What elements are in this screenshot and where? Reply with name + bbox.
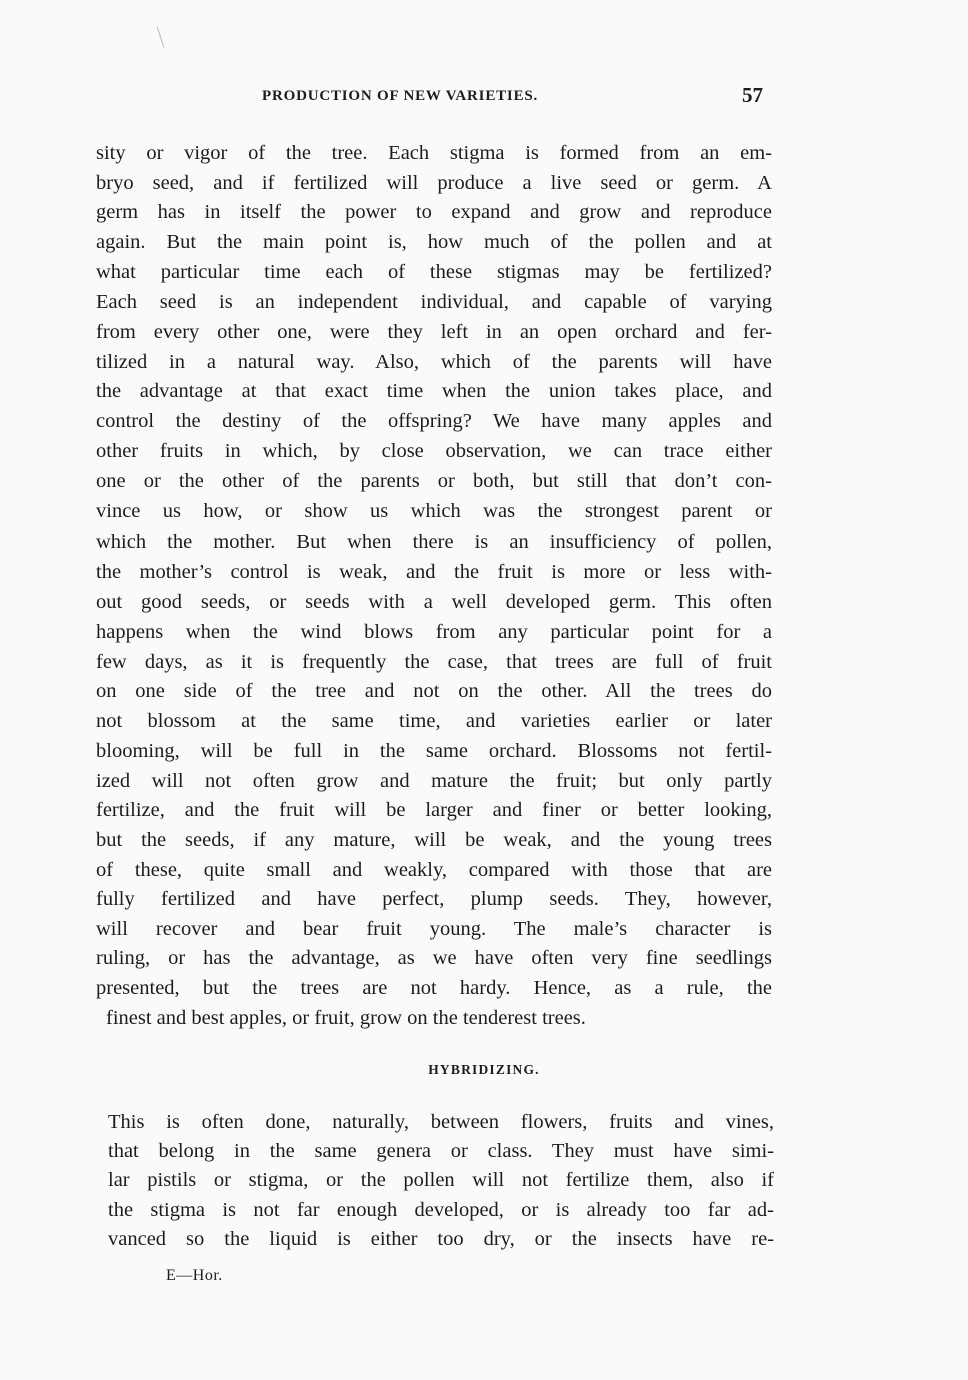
- text-line: blooming, will be full in the same orchard. Blossoms not fertil-: [96, 740, 772, 762]
- text-line: the advantage at that exact time when the union takes place, and: [96, 380, 772, 402]
- text-line: will recover and bear fruit young. The male’s character is: [96, 918, 772, 940]
- text-line: that belong in the same genera or class. They must have simi-: [108, 1140, 774, 1162]
- text-line: ruling, or has the advantage, as we have often very fine seedlings: [96, 947, 772, 969]
- text-line: Each seed is an independent individual, and capable of varying: [96, 291, 772, 313]
- text-line: germ has in itself the power to expand and grow and reproduce: [96, 201, 772, 223]
- text-line: lar pistils or stigma, or the pollen will not fertilize them, also if: [108, 1169, 774, 1191]
- text-line: again. But the main point is, how much of the pollen and at: [96, 231, 772, 253]
- text-line: from every other one, were they left in an open orchard and fer-: [96, 321, 772, 343]
- text-line: but the seeds, if any mature, will be weak, and the young trees: [96, 829, 772, 851]
- text-line: one or the other of the parents or both, but still that don’t con-: [96, 470, 772, 492]
- text-line: This is often done, naturally, between flowers, fruits and vines,: [108, 1111, 774, 1133]
- text-line: ized will not often grow and mature the fruit; but only partly: [96, 770, 772, 792]
- text-line: fertilize, and the fruit will be larger and finer or better looking,: [96, 799, 772, 821]
- scan-mark: [157, 26, 165, 47]
- section-heading: HYBRIDIZING.: [428, 1062, 540, 1077]
- text-line: of these, quite small and weakly, compared with those that are: [96, 859, 772, 881]
- text-line: finest and best apples, or fruit, grow on the tenderest trees.: [106, 1007, 586, 1029]
- text-line: what particular time each of these stigmas may be fertilized?: [96, 261, 772, 283]
- text-line: bryo seed, and if fertilized will produce a live seed or germ. A: [96, 172, 772, 194]
- signature-mark: E—Hor.: [166, 1267, 223, 1284]
- page-number: 57: [742, 83, 763, 107]
- text-line: sity or vigor of the tree. Each stigma is formed from an em-: [96, 142, 772, 164]
- text-line: few days, as it is frequently the case, that trees are full of fruit: [96, 651, 772, 673]
- text-line: presented, but the trees are not hardy. Hence, as a rule, the: [96, 977, 772, 999]
- text-line: out good seeds, or seeds with a well developed germ. This often: [96, 591, 772, 613]
- text-line: fully fertilized and have perfect, plump seeds. They, however,: [96, 888, 772, 910]
- text-line: tilized in a natural way. Also, which of the parents will have: [96, 351, 772, 373]
- text-line: control the destiny of the offspring? We have many apples and: [96, 410, 772, 432]
- text-line: other fruits in which, by close observation, we can trace either: [96, 440, 772, 462]
- text-line: on one side of the tree and not on the other. All the trees do: [96, 680, 772, 702]
- text-line: happens when the wind blows from any particular point for a: [96, 621, 772, 643]
- text-line: vince us how, or show us which was the strongest parent or: [96, 500, 772, 522]
- text-line: vanced so the liquid is either too dry, or the insects have re-: [108, 1228, 774, 1250]
- text-line: not blossom at the same time, and varieties earlier or later: [96, 710, 772, 732]
- text-line: the mother’s control is weak, and the fruit is more or less with-: [96, 561, 772, 583]
- text-line: the stigma is not far enough developed, or is already too far ad-: [108, 1199, 774, 1221]
- running-head: PRODUCTION OF NEW VARIETIES.: [262, 88, 539, 104]
- text-line: which the mother. But when there is an insufficiency of pollen,: [96, 531, 772, 553]
